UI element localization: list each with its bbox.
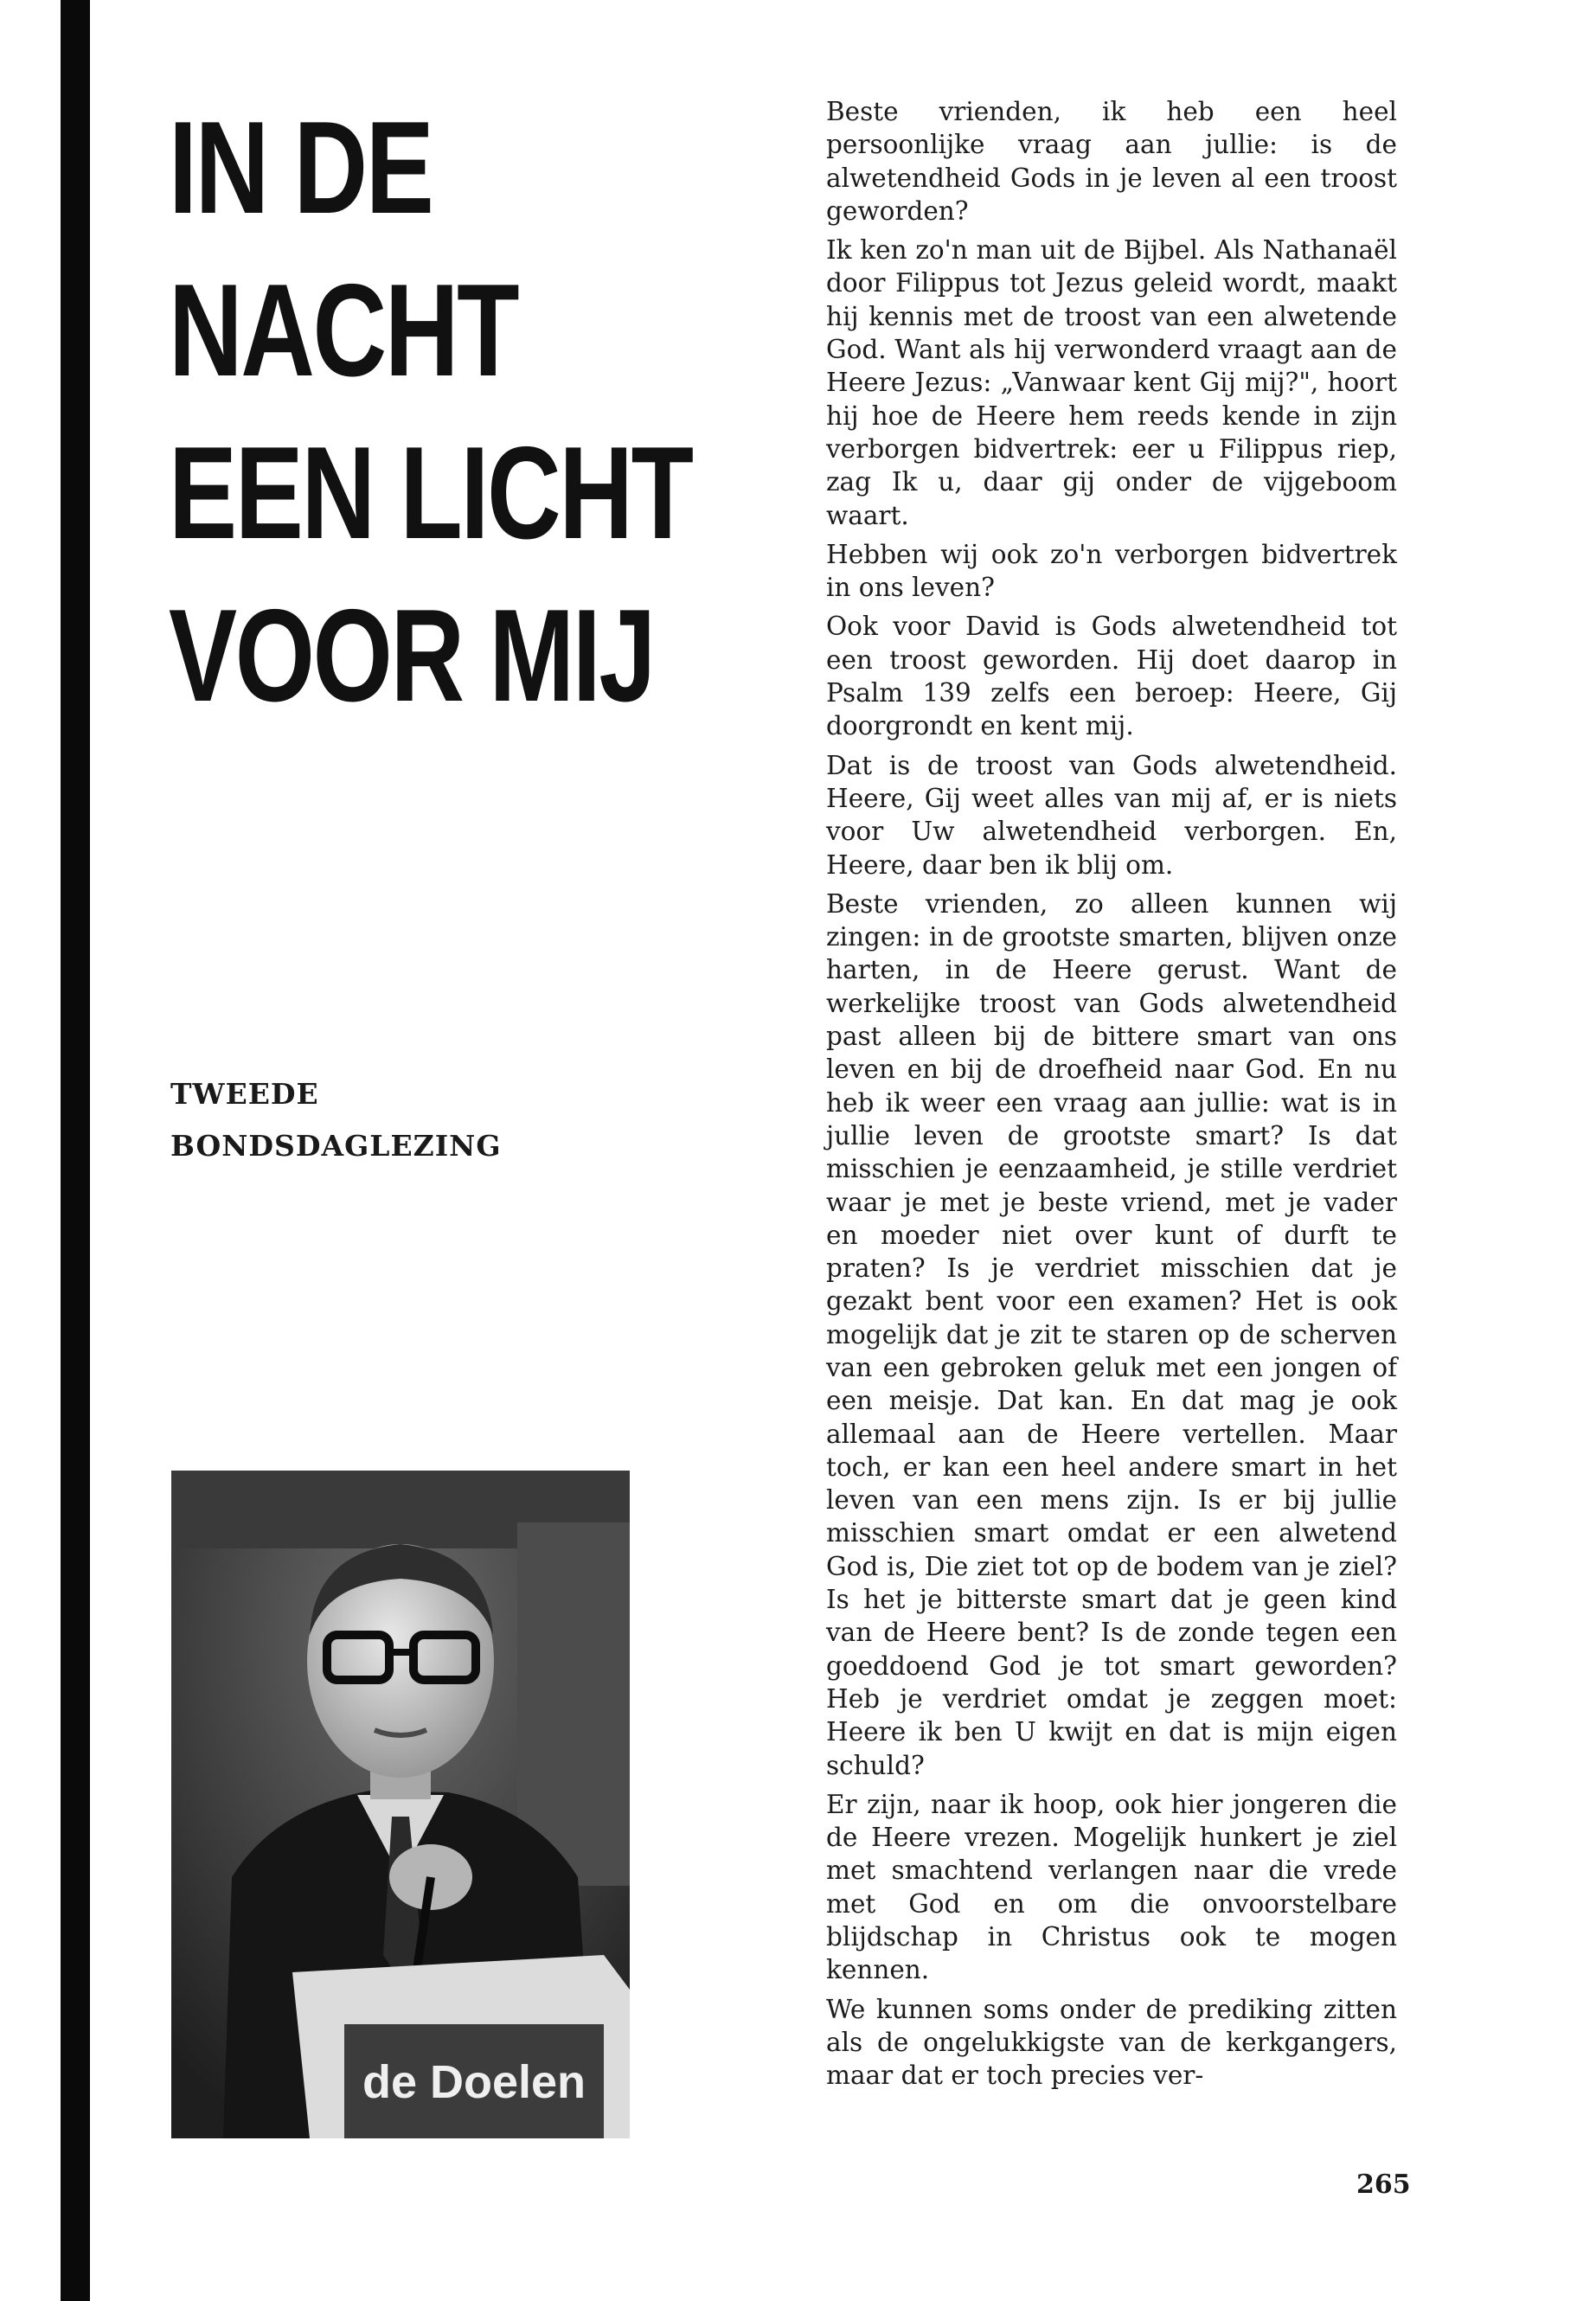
body-paragraph: We kunnen soms onder de prediking zitten als de ongelukkigste van de kerkgangers, maar dat er toch precies ver-	[826, 1994, 1397, 2091]
headline-line: VOOR MIJ	[169, 582, 655, 729]
page-number: 265	[1356, 2170, 1411, 2200]
article-body	[826, 95, 1397, 2099]
body-paragraph: Beste vrienden, ik heb een heel persoonlijke vraag aan jullie: is de alwetendheid Gods in je leven al een troost geworden?	[826, 97, 1397, 226]
body-paragraph: Dat is de troost van Gods alwetendheid. Heere, Gij weet alles van mij af, er is niets voor Uw alwetendheid verborgen. En, Heere, daar ben ik blij om.	[826, 750, 1397, 880]
speaker-photo-illustration	[171, 1471, 630, 2138]
headline-line: IN DE	[169, 94, 433, 241]
subtitle-line: BONDSDAGLEZING	[170, 1129, 502, 1163]
speaker-photo	[171, 1471, 630, 2138]
body-paragraph: Ook voor David is Gods alwetendheid tot een troost geworden. Hij doet daarop in Psalm 139 zelfs een beroep: Heere, Gij doorgrondt en kent mij.	[826, 612, 1397, 741]
body-paragraph: Ik ken zo'n man uit de Bijbel. Als Nathanaël door Filippus tot Jezus geleid wordt, maakt hij kennis met de troost van een alwetende God. Want als hij verwonderd vraagt aan de Heere Jezus: „Vanwaar kent Gij mij?", hoort hij hoe de Heere hem reeds kende in zijn verborgen bidvertrek: eer u Filippus riep, zag Ik u, daar gij onder de vijgeboom waart.	[826, 235, 1397, 530]
headline-line: NACHT	[169, 257, 518, 404]
headline-line: EEN LICHT	[169, 420, 692, 567]
body-paragraph: Beste vrienden, zo alleen kunnen wij zingen: in de grootste smarten, blijven onze harten, in de Heere gerust. Want de werkelijke troost van Gods alwetendheid past alleen bij de bittere smart van ons leven en bij de droefheid naar God. En nu heb ik weer een vraag aan jullie: wat is in jullie leven de grootste smart? Is dat misschien je eenzaamheid, je stille verdriet waar je met je beste vriend, met je vader en moeder niet over kunt of durft te praten? Is je verdriet misschien dat je gezakt bent voor een examen? Het is ook mogelijk dat je zit te staren op de scherven van een gebroken geluk met een jongen of een meisje. Dat kan. En dat mag je ook allemaal aan de Heere vertellen. Maar toch, er kan een heel andere smart in het leven van een mens zijn. Is er bij jullie misschien smart omdat er een alwetend God is, Die ziet tot op de bodem van je ziel? Is het je bitterste smart dat je geen kind van de Heere bent? Is de zonde tegen een goeddoend God je tot smart geworden? Heb je verdriet omdat je zeggen moet: Heere ik ben U kwijt en dat is mijn eigen schuld?	[826, 888, 1397, 1780]
page-edge-bar	[61, 0, 90, 2301]
body-paragraph: Hebben wij ook zo'n verborgen bidvertrek in ons leven?	[826, 539, 1397, 603]
subtitle-line: TWEEDE	[170, 1077, 319, 1111]
body-paragraph: Er zijn, naar ik hoop, ook hier jongeren die de Heere vrezen. Mogelijk hunkert je ziel met smachtend verlangen naar die vrede met God en om die onvoorstelbare blijdschap in Christus ook te mogen kennen.	[826, 1789, 1397, 1985]
article-headline	[169, 87, 705, 737]
podium-sign: de Doelen	[362, 2056, 586, 2108]
article-subtitle	[170, 1068, 502, 1172]
